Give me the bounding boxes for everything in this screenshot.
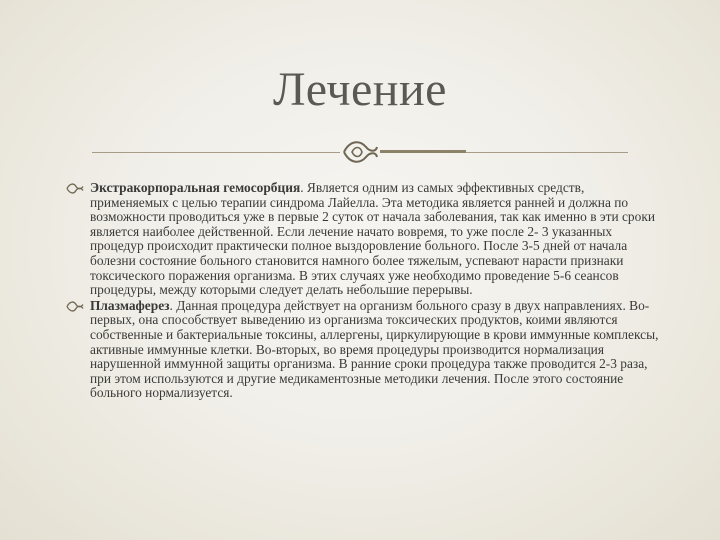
bullet-list [66, 181, 666, 401]
title-divider-left [92, 152, 340, 153]
slide-title: Лечение [273, 63, 447, 116]
bullet-item-plasmapheresis [66, 299, 666, 401]
scroll-bullet-icon [66, 300, 84, 313]
title-divider-accent [380, 150, 466, 153]
bullet-item-hemosorption [66, 181, 666, 298]
scroll-bullet-icon [66, 182, 84, 195]
bullet-heading-hemosorption: Экстракорпоральная гемосорбция [90, 180, 301, 195]
bullet-text-plasmapheresis: . Данная процедура действует на организм больного сразу в двух направлениях. Во-первых, она способствует выведению из организма токсических продуктов, коими являются собственные и бактериальные токсины, аллергены, циркулирующие в крови иммунные комплексы, активные иммунные клетки. Во-вторых, во время процедуры производится нормализация нарушенной иммунной защиты организма. В ранние сроки процедура также проводится 2-3 раза, при этом используются и другие медикаментозные методики лечения. После этого состояние больного нормализуется. [90, 297, 659, 401]
bullet-text-hemosorption: . Является одним из самых эффективных средств, применяемых с целью терапии синдрома Лайелла. Эта методика является ранней и должна по возможности проводиться уже в первые 2 суток от начала заболевания, так как именно в эти сроки является наиболее действенной. Если лечение начато вовремя, то уже после 2- 3 указанных процедур происходит практически полное выздоровление больного. После 3-5 дней от начала болезни состояние больного становится намного более тяжелым, успевают нарасти признаки токсического поражения организма. В этих случаях уже необходимо проведение 5-6 сеансов процедуры, между которыми следует делать небольшие перерывы. [90, 180, 655, 298]
bullet-heading-plasmapheresis: Плазмаферез [90, 297, 170, 313]
scroll-ornament-icon [340, 137, 380, 167]
